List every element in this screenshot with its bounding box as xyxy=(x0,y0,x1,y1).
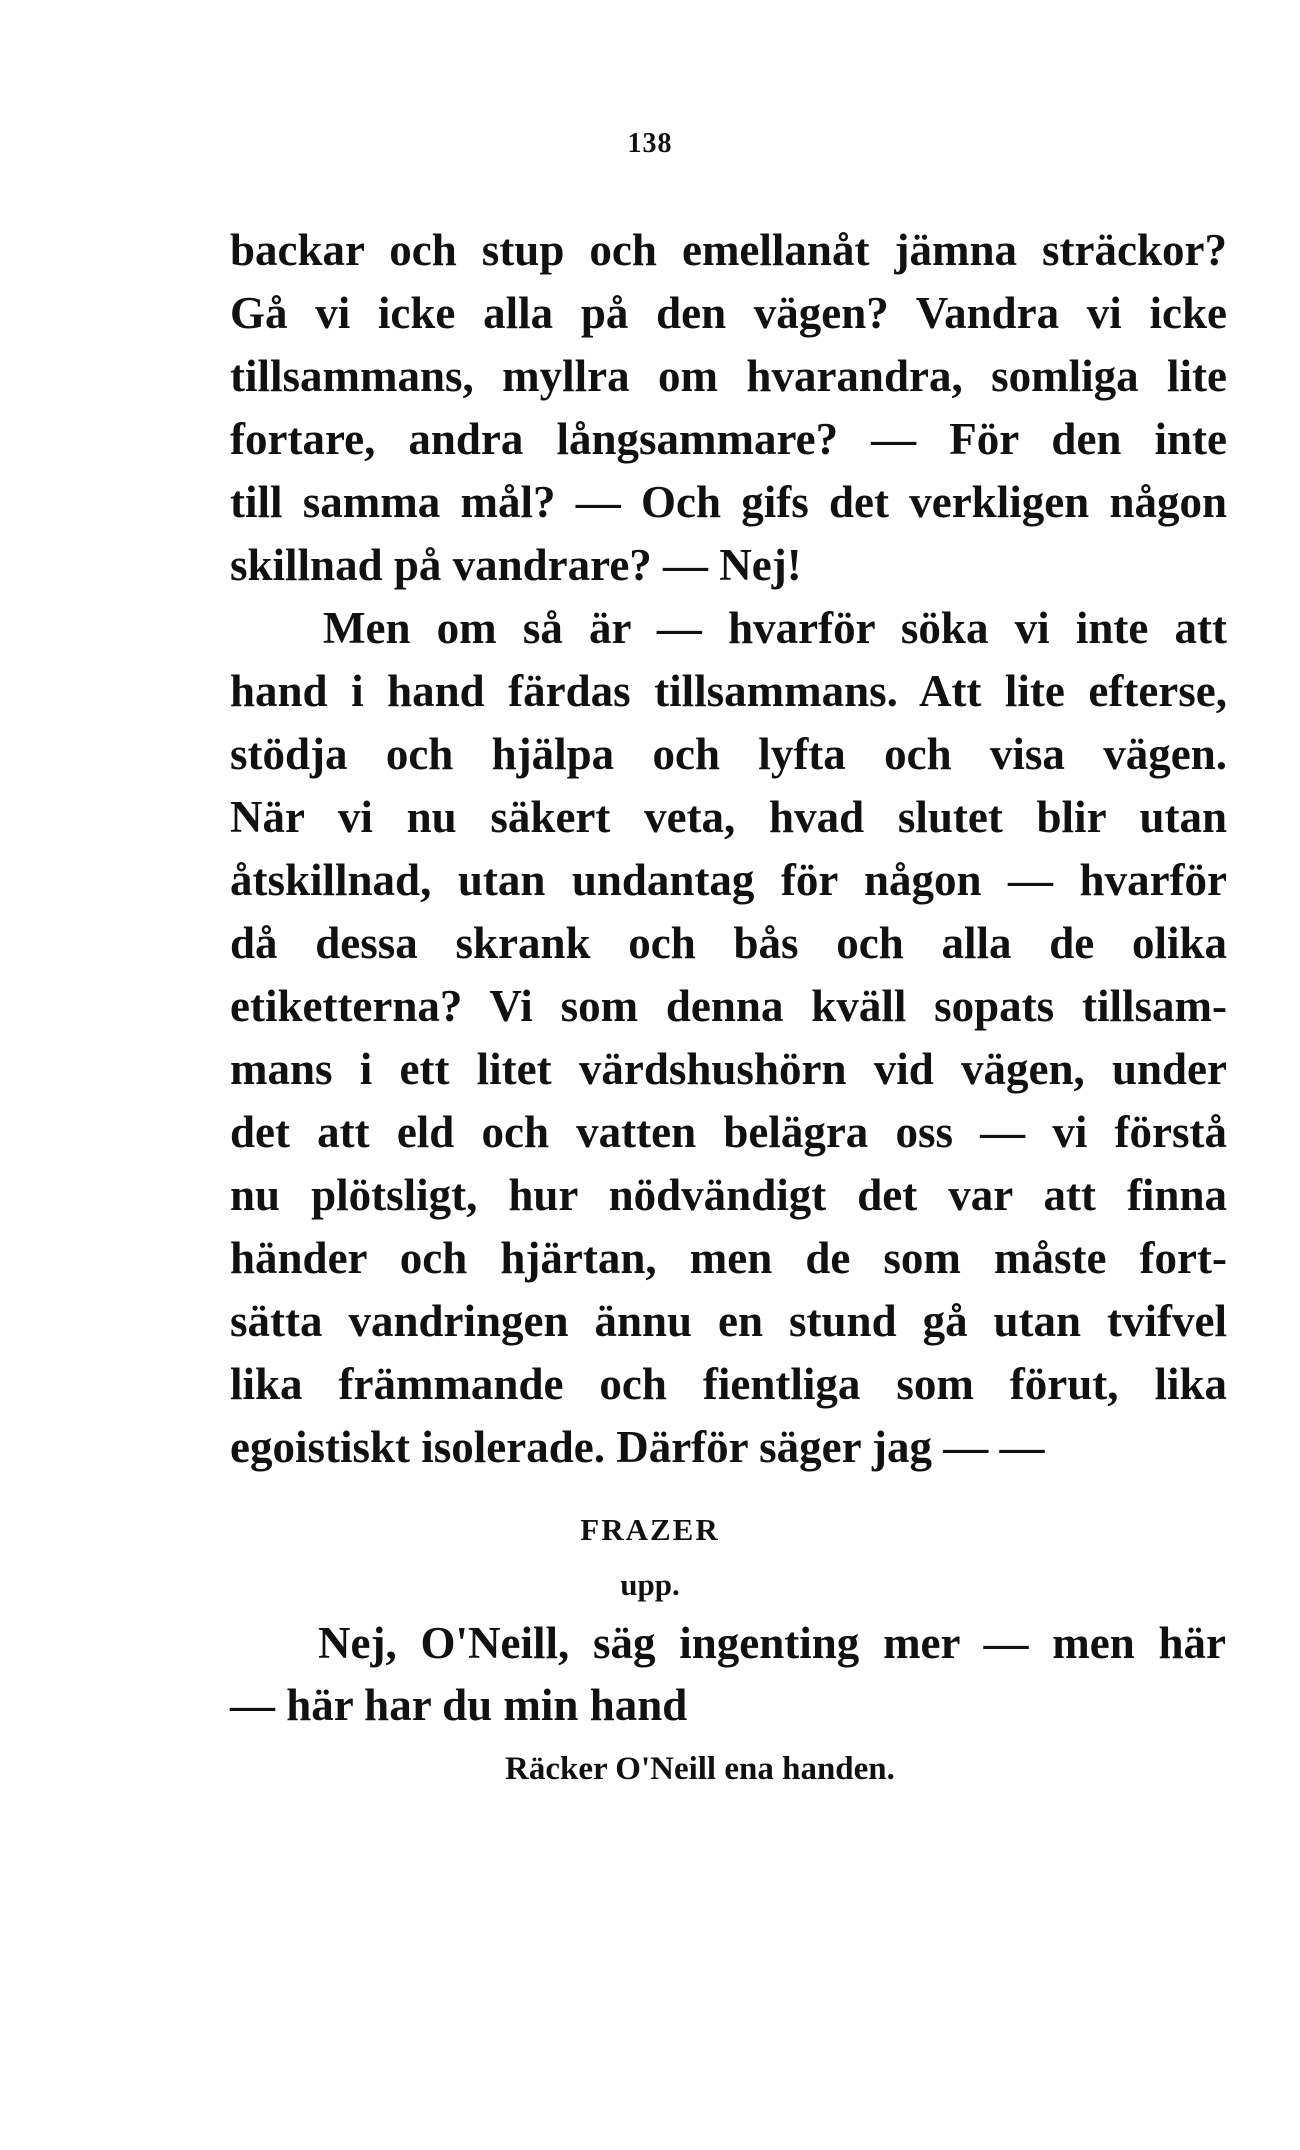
text-line: nu plötsligt, hur nödvändigt det var att finna xyxy=(230,1170,1227,1220)
text-line: fortare, andra långsammare? — För den inte xyxy=(230,414,1227,464)
text-line: hand i hand färdas tillsammans. Att lite efterse, xyxy=(230,666,1227,716)
text-line: Men om så är — hvarför söka vi inte att xyxy=(323,603,1227,653)
speech-line: Nej, O'Neill, säg ingenting mer — men här xyxy=(318,1618,1226,1668)
text-line: egoistiskt isolerade. Därför säger jag — — xyxy=(230,1422,1045,1472)
text-line: lika främmande och fientliga som förut, lika xyxy=(230,1359,1227,1409)
text-line: tillsammans, myllra om hvarandra, somliga lite xyxy=(230,351,1227,401)
speaker-name: FRAZER xyxy=(580,1512,720,1547)
text-line: Gå vi icke alla på den vägen? Vandra vi icke xyxy=(230,288,1227,338)
text-line: åtskillnad, utan undantag för någon — hvarför xyxy=(230,855,1227,905)
text-line: då dessa skrank och bås och alla de olika xyxy=(230,918,1227,968)
stage-direction: Räcker O'Neill ena handen. xyxy=(505,1751,895,1787)
text-line: händer och hjärtan, men de som måste fort- xyxy=(230,1233,1227,1283)
text-line: etiketterna? Vi som denna kväll sopats tillsam- xyxy=(230,981,1227,1031)
text-line: stödja och hjälpa och lyfta och visa vägen. xyxy=(230,729,1227,779)
speech-line: — här har du min hand xyxy=(230,1680,688,1730)
text-line: backar och stup och emellanåt jämna sträckor? xyxy=(230,225,1227,275)
text-line: skillnad på vandrare? — Nej! xyxy=(230,540,802,590)
text-line: När vi nu säkert veta, hvad slutet blir utan xyxy=(230,792,1227,842)
text-line: mans i ett litet värdshushörn vid vägen, under xyxy=(230,1044,1227,1094)
stage-direction-upp: upp. xyxy=(620,1567,680,1602)
text-line: det att eld och vatten belägra oss — vi förstå xyxy=(230,1107,1227,1157)
text-line: till samma mål? — Och gifs det verkligen någon xyxy=(230,477,1227,527)
text-line: sätta vandringen ännu en stund gå utan tvifvel xyxy=(230,1296,1227,1346)
page-number: 138 xyxy=(627,128,673,159)
